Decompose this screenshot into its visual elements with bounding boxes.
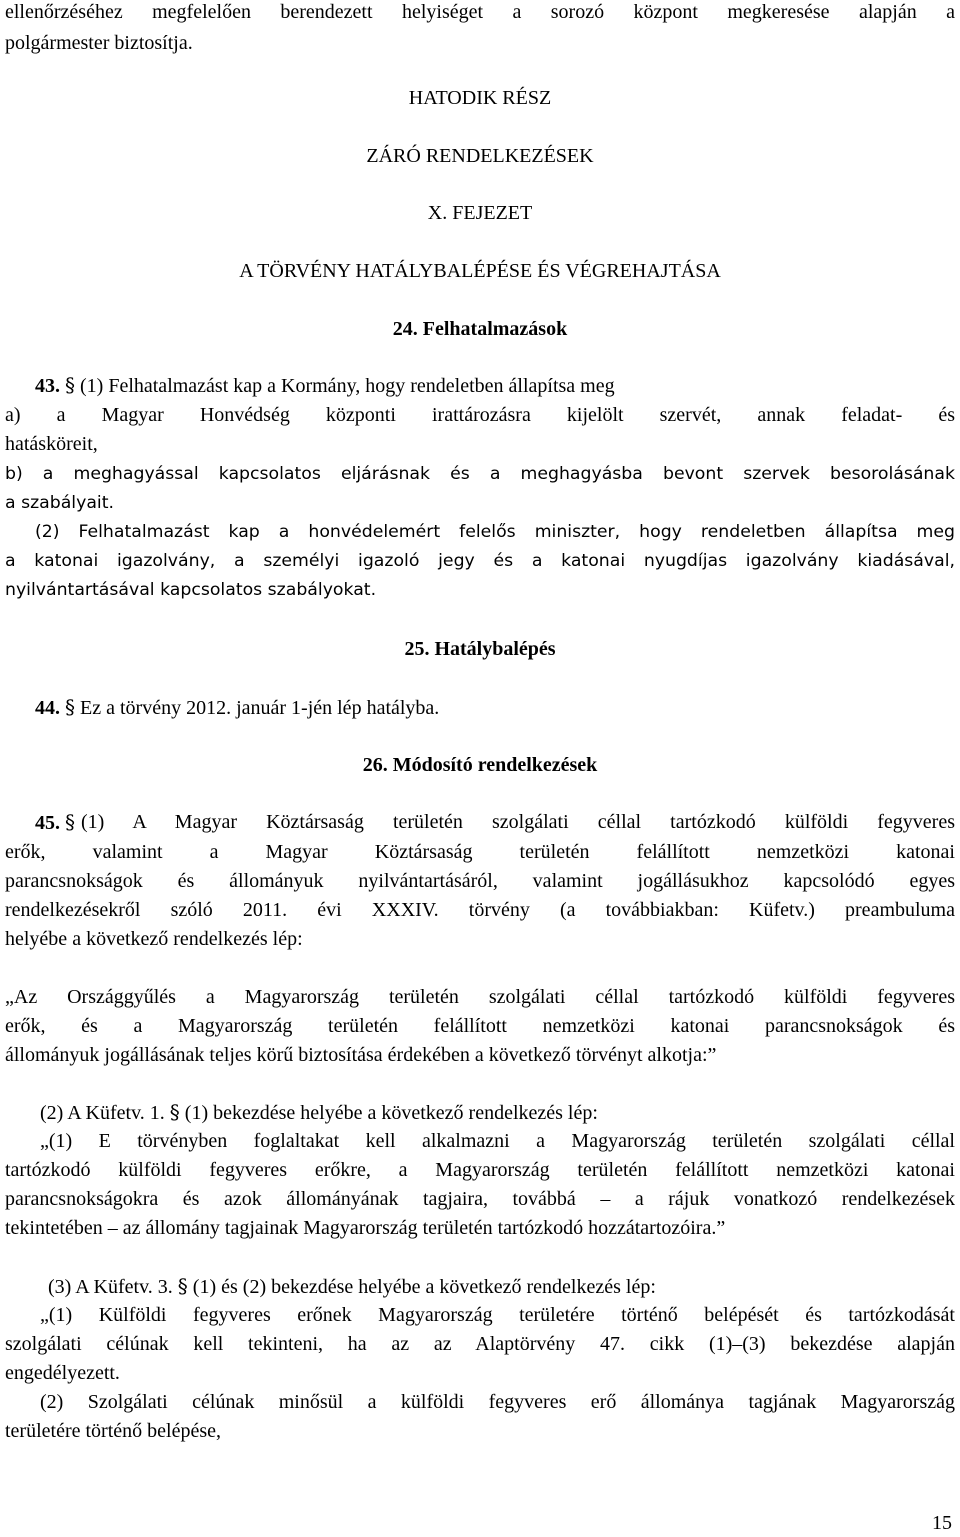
section-43-heading: [35, 375, 615, 396]
section-45-line-5: helyébe a következő rendelkezés lép:: [5, 928, 303, 950]
part-heading: HATODIK RÉSZ: [408, 87, 552, 109]
quote-3-line-3: engedélyezett.: [5, 1362, 120, 1384]
section-number: 44.: [35, 697, 60, 719]
section-43-p2-line-1: (2) Felhatalmazást kap a honvédelemért felelős miniszter, hogy rendeletben állapítsa meg: [35, 522, 955, 542]
section-45-p3-ref: (3) A Küfetv. 3.: [48, 1276, 173, 1298]
chapter-title: A TÖRVÉNY HATÁLYBALÉPÉSE ÉS VÉGREHAJTÁSA: [239, 260, 721, 282]
quote-1-line-1: „(1) E törvényben foglaltakat kell alkalmazni a Magyarország területén szolgálati céllal: [40, 1130, 955, 1152]
section-45-p3-text: (1) és (2) bekezdése helyébe a következő rendelkezés lép:: [192, 1276, 656, 1298]
quote-3-line-2: szolgálati célúnak kell tekinteni, ha az az Alaptörvény 47. cikk (1)–(3) bekezdése alapján: [5, 1333, 955, 1355]
section-43-b-line-1: b) a meghagyással kapcsolatos eljárásnak és a meghagyásba bevont szervek besorolásának: [5, 464, 955, 484]
quote-3-line-4: (2) Szolgálati célúnak minősül a külföldi fegyveres erő állománya tagjának Magyarország: [40, 1391, 955, 1413]
quote-1-line-3: parancsnokságokra és azok állományának tagjaira, továbbá – a rájuk vonatkozó rendelkezések: [5, 1188, 955, 1210]
section-43-p1: (1) Felhatalmazást kap a Kormány, hogy rendeletben állapítsa meg: [80, 375, 615, 397]
section-45-p2-text: (1) bekezdése helyébe a következő rendelkezés lép:: [184, 1102, 598, 1124]
paragraph-sign: §: [65, 695, 75, 719]
section-45-line-3: parancsnokságok és állományuk nyilvántartásáról, valamint jogállásukhoz kapcsolódó egyes: [5, 870, 955, 892]
chapter-heading: X. FEJEZET: [427, 202, 533, 224]
page-number: 15: [932, 1512, 952, 1534]
quote-1-line-2: tartózkodó külföldi fegyveres erőkre, a Magyarország területén felállított nemzetközi katonai: [5, 1159, 955, 1181]
section-45-p3-intro: [48, 1276, 656, 1297]
section-43-a-line-2: hatásköreit,: [5, 433, 98, 455]
intro-line-2: polgármester biztosítja.: [5, 32, 193, 54]
quote-1-line-4: tekintetében – az állomány tagjainak Magyarország területén tartózkodó hozzátartozóira.”: [5, 1217, 726, 1239]
section-45-heading: [35, 812, 955, 833]
paragraph-sign: §: [65, 373, 75, 397]
section-number: 45.: [35, 812, 60, 834]
subtitle-25: 25. Hatálybalépés: [404, 638, 556, 660]
quote-preamble-line-3: állományuk jogállásának teljes körű biztosítása érdekében a következő törvényt alkotja:”: [5, 1044, 717, 1066]
section-45-p2-intro: [40, 1102, 598, 1123]
quote-preamble-line-1: „Az Országgyűlés a Magyarország területén szolgálati céllal tartózkodó külföldi fegyveres: [5, 986, 955, 1008]
quote-3-line-1: „(1) Külföldi fegyveres erőnek Magyarország területére történő belépését és tartózkodását: [40, 1304, 955, 1326]
intro-line-1: ellenőrzéséhez megfelelően berendezett helyiséget a sorozó központ megkeresése alapján a: [5, 1, 955, 23]
part-title: ZÁRÓ RENDELKEZÉSEK: [366, 145, 594, 167]
section-45-line-2: erők, valamint a Magyar Köztársaság területén felállított nemzetközi katonai: [5, 841, 955, 863]
quote-3-line-5: területére történő belépése,: [5, 1420, 221, 1442]
section-44-text: Ez a törvény 2012. január 1-jén lép hatályba.: [80, 697, 440, 719]
section-43-a-line-1: a) a Magyar Honvédség központi irattározásra kijelölt szervét, annak feladat- és: [5, 404, 955, 426]
section-44: [35, 697, 439, 718]
section-43-b-line-2: a szabályait.: [5, 493, 114, 513]
section-number: 43.: [35, 375, 60, 397]
paragraph-sign: §: [177, 1274, 188, 1298]
section-43-p2-line-3: nyilvántartásával kapcsolatos szabályokat.: [5, 580, 377, 600]
section-43-p2-line-2: a katonai igazolvány, a személyi igazoló jegy és a katonai nyugdíjas igazolvány kiadásával,: [5, 551, 955, 571]
paragraph-sign: §: [65, 810, 75, 834]
subtitle-26: 26. Módosító rendelkezések: [362, 754, 598, 776]
section-45-p2-ref: (2) A Küfetv. 1.: [40, 1102, 165, 1124]
paragraph-sign: §: [169, 1100, 180, 1124]
section-45-line-4: rendelkezésekről szóló 2011. évi XXXIV. törvény (a továbbiakban: Küfetv.) preambuluma: [5, 899, 955, 921]
section-45-line-1: (1) A Magyar Köztársaság területén szolgálati céllal tartózkodó külföldi fegyveres: [81, 811, 955, 833]
quote-preamble-line-2: erők, és a Magyarország területén felállított nemzetközi katonai parancsnokságok és: [5, 1015, 955, 1037]
subtitle-24: 24. Felhatalmazások: [392, 318, 568, 340]
